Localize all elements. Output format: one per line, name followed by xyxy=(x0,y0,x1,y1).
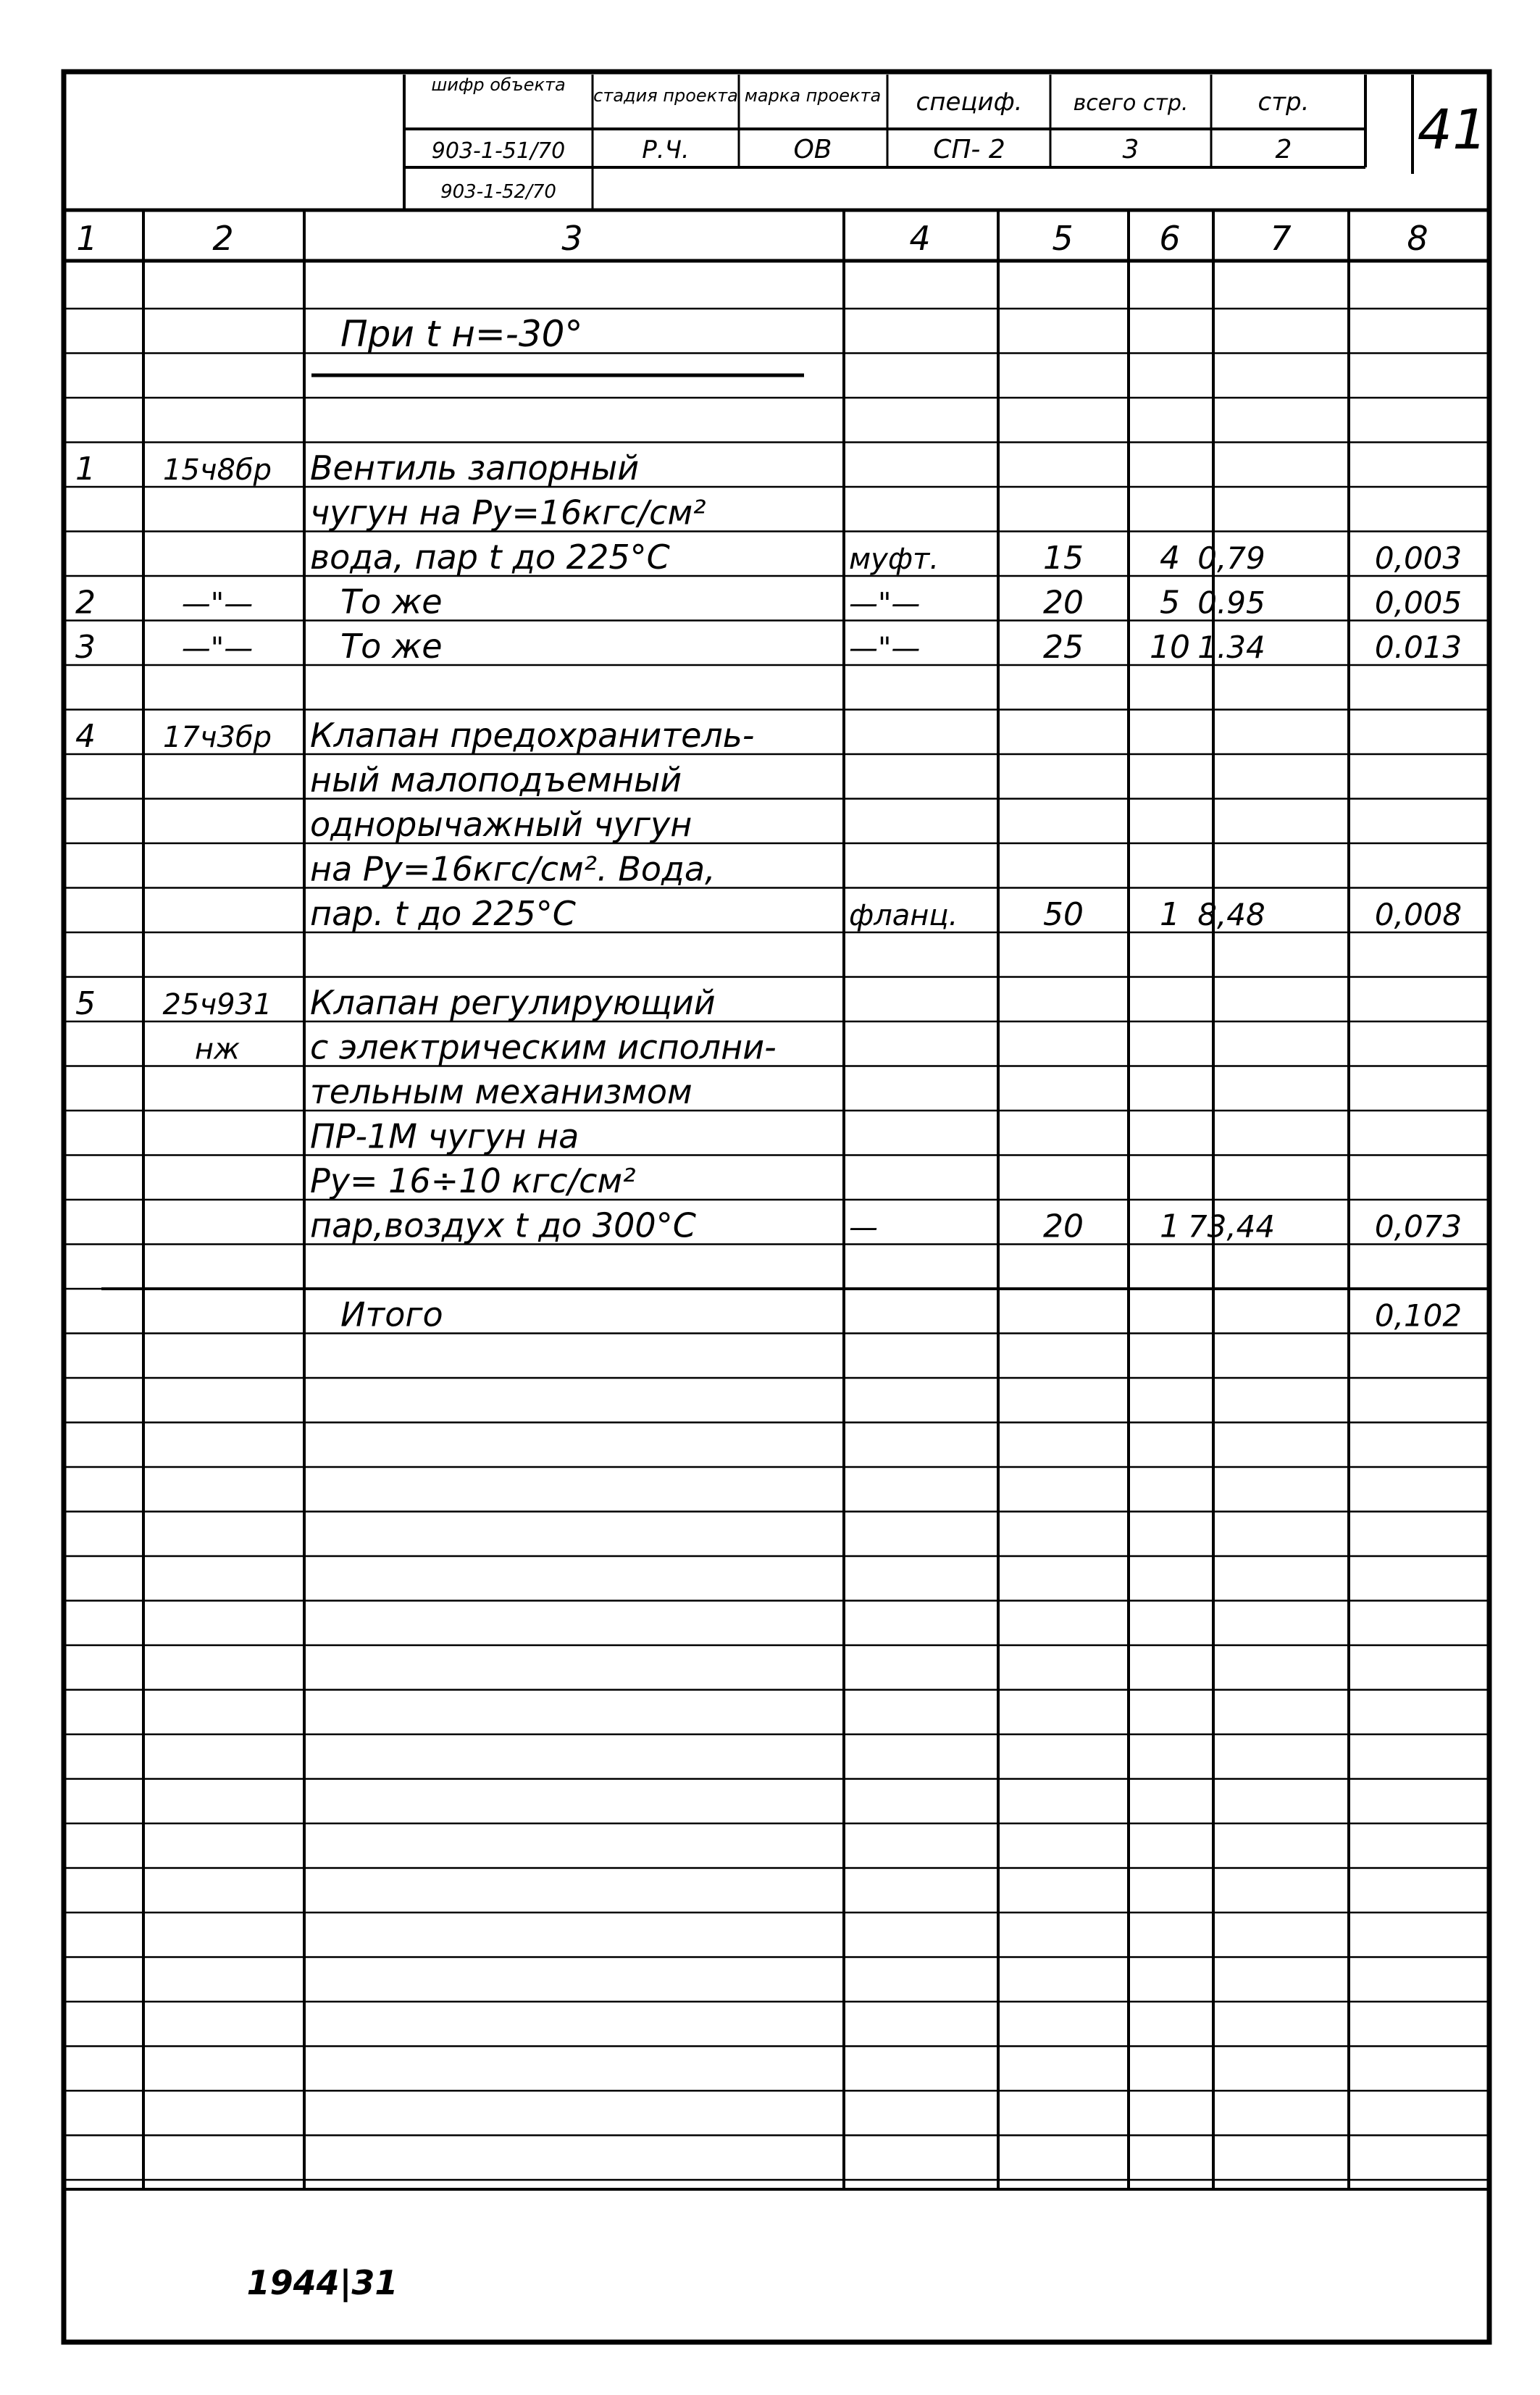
footer-stamp: 1944|31 xyxy=(246,2263,398,2302)
item-total-weight: 0,073 xyxy=(1374,1208,1462,1245)
item-total-weight: 0,005 xyxy=(1374,585,1462,621)
item-number: 2 xyxy=(75,584,96,622)
table-body xyxy=(75,219,1462,1334)
item-description: Клапан регулирующий xyxy=(310,983,716,1022)
item-quantity: 4 xyxy=(1160,540,1180,577)
item-diameter: 20 xyxy=(1043,584,1084,622)
item-description: ный малоподъемный xyxy=(310,760,682,800)
item-connection: фланц. xyxy=(849,899,958,932)
item-quantity: 5 xyxy=(1160,584,1180,622)
item-number: 3 xyxy=(75,629,96,666)
item-quantity: 10 xyxy=(1150,629,1190,666)
item-description: Клапан предохранитель- xyxy=(310,716,755,755)
item-unit-weight: 0,79 xyxy=(1197,540,1265,576)
header-project-mark: марка проекта xyxy=(744,85,882,106)
item-number: 5 xyxy=(75,985,96,1022)
column-number: 3 xyxy=(561,219,583,258)
item-diameter: 15 xyxy=(1043,540,1084,577)
item-description: Итого xyxy=(340,1295,443,1334)
column-number: 7 xyxy=(1270,219,1292,258)
title-block xyxy=(404,75,1487,210)
item-connection: муфт. xyxy=(849,543,940,576)
item-number: 4 xyxy=(75,718,96,755)
item-connection: — xyxy=(849,1211,878,1245)
item-total-weight: 0,102 xyxy=(1374,1297,1462,1334)
header-specification: специф. xyxy=(916,88,1023,117)
section-title: При t н=-30° xyxy=(340,313,583,355)
item-description: То же xyxy=(340,627,443,666)
item-total-weight: 0,008 xyxy=(1374,897,1462,932)
column-number: 4 xyxy=(909,219,931,258)
item-unit-weight: 8,48 xyxy=(1197,897,1265,932)
value-specification: СП- 2 xyxy=(933,135,1005,164)
item-code: —"— xyxy=(181,587,254,621)
header-project-stage: стадия проекта xyxy=(593,85,738,106)
item-description: однорычажный чугун xyxy=(310,805,692,844)
header-page: стр. xyxy=(1257,88,1310,117)
item-code: 15ч8бр xyxy=(162,453,272,487)
column-number: 8 xyxy=(1407,219,1428,258)
value-page: 2 xyxy=(1275,135,1292,164)
table-grid xyxy=(66,210,1487,2189)
column-number: 5 xyxy=(1052,219,1074,258)
item-description: чугун на Ру=16кгс/см² xyxy=(310,493,706,532)
value-total-pages: 3 xyxy=(1122,135,1139,164)
value-extra-object-code: 903-1-52/70 xyxy=(440,181,556,203)
item-code: 25ч931 xyxy=(162,988,272,1021)
item-code: нж xyxy=(194,1032,240,1066)
item-quantity: 1 xyxy=(1160,1208,1180,1245)
item-connection: —"— xyxy=(849,632,921,665)
header-total-pages: всего стр. xyxy=(1073,91,1189,116)
item-description: Вентиль запорный xyxy=(310,448,640,488)
item-unit-weight: 1.34 xyxy=(1197,630,1265,665)
item-connection: —"— xyxy=(849,587,921,621)
sheet-number: 41 xyxy=(1417,97,1488,162)
item-description: То же xyxy=(340,582,443,622)
item-number: 1 xyxy=(75,451,96,488)
column-number: 6 xyxy=(1159,219,1181,258)
item-unit-weight: 73,44 xyxy=(1187,1208,1276,1245)
item-description: с электрическим исполни- xyxy=(310,1027,777,1067)
item-description: пар. t до 225°С xyxy=(310,894,576,933)
item-description: на Ру=16кгс/см². Вода, xyxy=(310,849,716,889)
column-number: 1 xyxy=(76,219,98,258)
item-total-weight: 0,003 xyxy=(1374,540,1462,576)
header-object-code: шифр объекта xyxy=(431,75,566,95)
item-description: Ру= 16÷10 кгс/см² xyxy=(310,1161,636,1200)
item-description: вода, пар t до 225°С xyxy=(310,538,670,577)
value-project-mark: ОВ xyxy=(793,135,832,164)
item-diameter: 20 xyxy=(1043,1208,1084,1245)
item-description: пар,воздух t до 300°С xyxy=(310,1205,696,1245)
item-unit-weight: 0.95 xyxy=(1197,585,1265,621)
item-total-weight: 0.013 xyxy=(1374,630,1462,665)
column-number: 2 xyxy=(212,219,234,258)
item-description: ПР-1М чугун на xyxy=(310,1116,579,1156)
item-code: 17ч3бр xyxy=(162,721,272,754)
item-diameter: 50 xyxy=(1043,896,1084,933)
item-description: тельным механизмом xyxy=(310,1072,692,1111)
item-code: —"— xyxy=(181,632,254,665)
value-project-stage: Р.Ч. xyxy=(642,135,690,164)
item-quantity: 1 xyxy=(1160,896,1180,933)
item-diameter: 25 xyxy=(1043,629,1084,666)
value-object-code: 903-1-51/70 xyxy=(431,138,566,164)
